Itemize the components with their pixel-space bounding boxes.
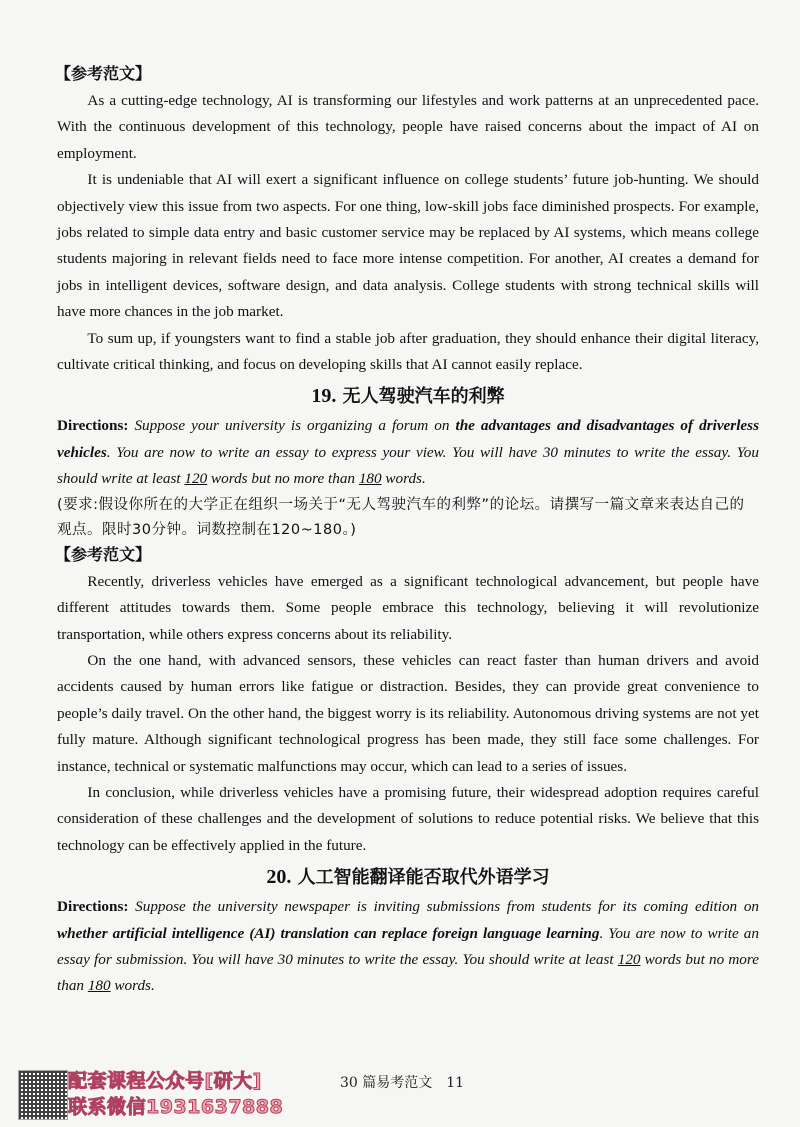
directions-label: Directions: — [57, 898, 129, 916]
directions-topic: the advantages and disadvantages of driverless vehicles — [57, 417, 759, 461]
directions-text: words but no more than — [57, 950, 759, 995]
directions-topic: whether artificial intelligence (AI) translation can replace foreign language learning — [57, 924, 600, 942]
max-words: 180 — [358, 470, 382, 488]
directions-text: words. — [110, 977, 155, 995]
topic-20-directions — [57, 894, 759, 1000]
essay-paragraph: It is undeniable that AI will exert a significant influence on college students’ future job-hunting. We should objectively view this issue from two aspects. For one thing, low-skill jobs face diminished prospects. For example, jobs related to simple data entry and basic customer service may be replaced by AI systems, which means college students majoring in relevant fields need to face more intense competition. For another, AI creates a demand for jobs in intelligent devices, software design, and data analysis. College students with strong technical skills will have more chances in the job market. — [57, 171, 759, 321]
min-words: 120 — [184, 470, 208, 488]
topic-20-heading — [57, 863, 759, 892]
directions-text: Suppose the university newspaper is inviting submissions from students for its coming edition on — [135, 898, 760, 916]
book-title: 30 篇易考范文 — [340, 1075, 433, 1091]
page-number: 11 — [446, 1075, 465, 1091]
topic-title: 无人驾驶汽车的利弊 — [342, 386, 505, 408]
topic-title: 人工智能翻译能否取代外语学习 — [297, 867, 550, 889]
essay-paragraph: On the one hand, with advanced sensors, these vehicles can react faster than human drivers and avoid accidents caused by human errors like fatigue or distraction. Besides, they can provide great convenience to people’s daily travel. On the other hand, the biggest worry is its reliability. Autonomous driving systems are not yet fully mature. Although significant technological progress has been made, they still face some challenges. For instance, technical or systematic malfunctions may occur, which can lead to a series of issues. — [57, 651, 759, 775]
essay-paragraph: Recently, driverless vehicles have emerged as a significant technological advancement, but people have different attitudes towards them. Some people embrace this technology, believing it will revolutionize transportation, while others express concerns about its reliability. — [57, 572, 759, 643]
max-words: 180 — [87, 977, 111, 995]
essay-paragraph: To sum up, if youngsters want to find a stable job after graduation, they should enhance their digital literacy, cultivate critical thinking, and focus on developing skills that AI cannot easily replace. — [57, 329, 759, 374]
document-page — [57, 62, 759, 1000]
promo-line: 配套课程公众号[研大] — [68, 1070, 262, 1092]
promo-watermark — [68, 1068, 318, 1120]
directions-text: Suppose your university is organizing a forum on — [134, 417, 456, 435]
topic-number: 19. — [311, 385, 337, 408]
page-footer — [0, 1066, 800, 1127]
directions-text: words but no more than — [207, 470, 359, 488]
sample-essay-label: 【参考范文】 — [55, 64, 152, 83]
requirement-note: (要求:假设你所在的大学正在组织一场关于“无人驾驶汽车的利弊”的论坛。请撰写一篇文章来表达自己的观点。限时30分钟。词数控制在120~180。) — [57, 496, 745, 538]
directions-text: words. — [381, 470, 426, 488]
page-footer-text — [340, 1072, 464, 1092]
min-words: 120 — [617, 950, 641, 968]
promo-line: 联系微信1931637888 — [68, 1096, 284, 1118]
topic-19-directions — [57, 413, 759, 492]
topic-number: 20. — [266, 866, 292, 889]
essay-paragraph: In conclusion, while driverless vehicles have a promising future, their widespread adoption requires careful consideration of these challenges and the development of solutions to reduce potential risks. We believe that this technology can be effectively applied in the future. — [57, 783, 759, 854]
topic-19-heading — [57, 382, 759, 411]
sample-essay-label: 【参考范文】 — [55, 544, 152, 564]
directions-label: Directions: — [57, 417, 129, 435]
essay-paragraph: As a cutting-edge technology, AI is transforming our lifestyles and work patterns at an unprecedented pace. With the continuous development of this technology, people have raised concerns about the impact of AI on employment. — [57, 92, 759, 162]
directions-text: . You are now to write an essay for submission. You will have 30 minutes to write the essay. You should write at least — [57, 924, 759, 968]
qr-code-icon[interactable] — [18, 1070, 68, 1120]
directions-text: . You are now to write an essay to express your view. You will have 30 minutes to write the essay. You should write at least — [57, 443, 759, 488]
